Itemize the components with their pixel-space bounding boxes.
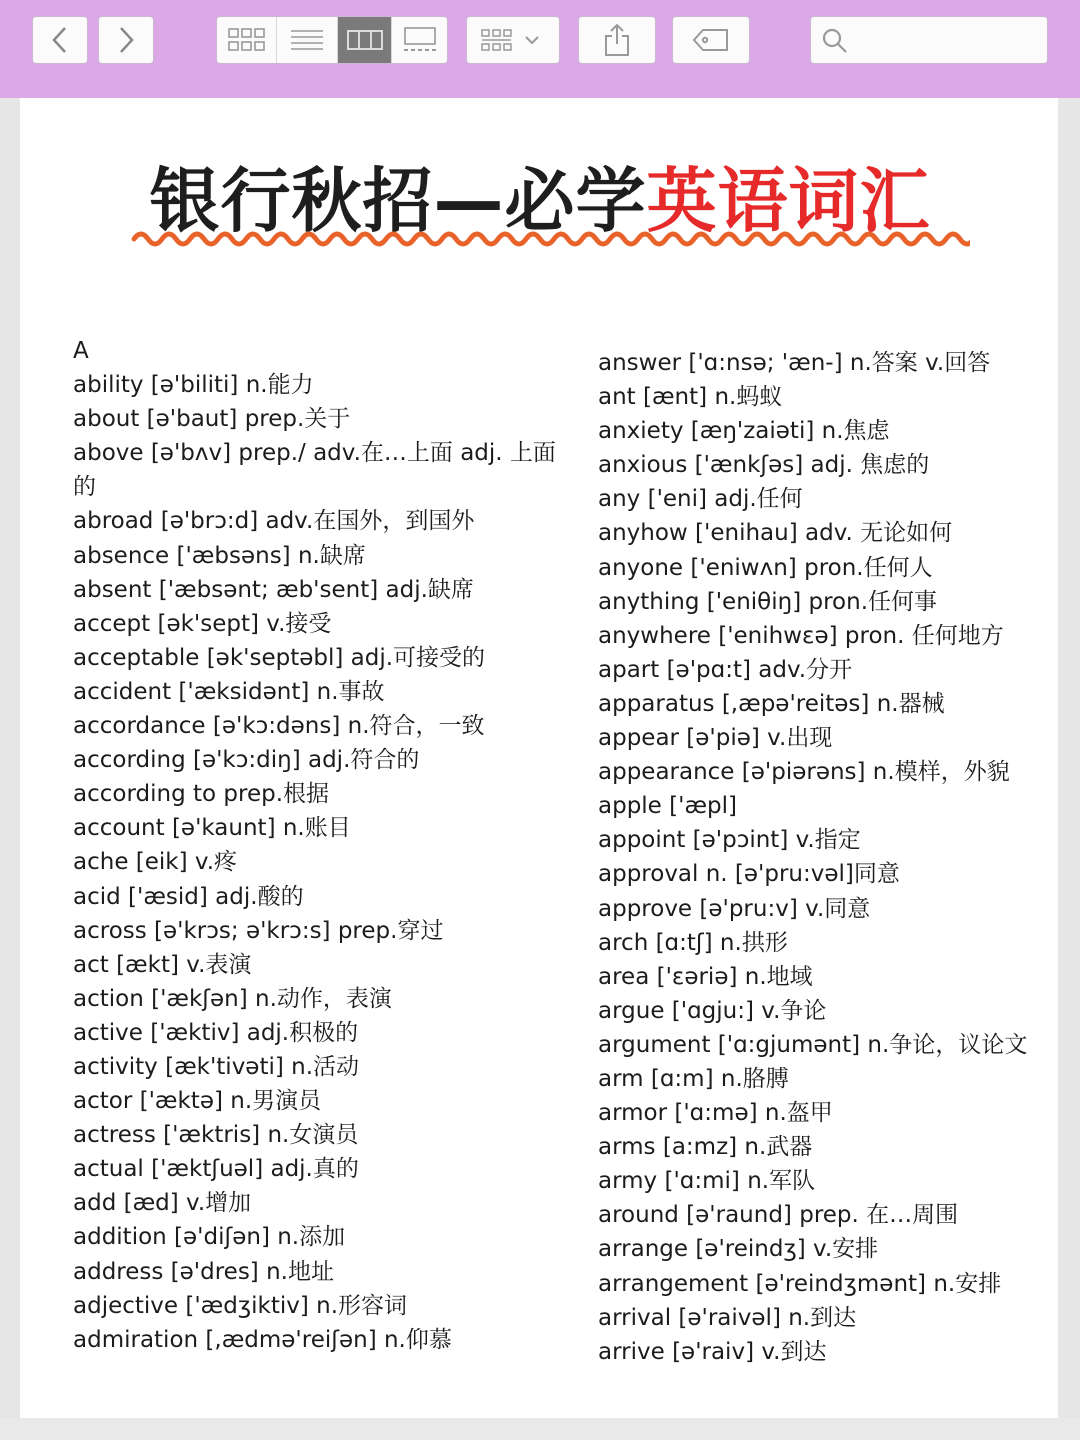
- word-entry: arms [a:mz] n.武器: [598, 1134, 813, 1161]
- word-entry: arrangement [ə'reindʒmənt] n.安排: [598, 1270, 1002, 1297]
- title-main: 银行秋招—必学: [149, 160, 647, 242]
- word-entry: anyhow ['enihau] adv. 无论如何: [598, 520, 953, 547]
- word-entry: anyone ['eniwʌn] pron.任何人: [598, 554, 933, 581]
- word-entry: addition [ə'diʃən] n.添加: [73, 1224, 346, 1251]
- word-entry: accident ['æksidənt] n.事故: [73, 678, 385, 705]
- back-button[interactable]: [32, 16, 88, 64]
- chevron-left-icon: [49, 25, 71, 55]
- word-entry: anxiety [æŋ'zaiəti] n.焦虑: [598, 418, 890, 445]
- gallery-view-button[interactable]: [392, 17, 447, 63]
- word-entry: arrange [ə'reindʒ] v.安排: [598, 1236, 879, 1263]
- word-entry: across [ə'krɔs; ə'krɔ:s] prep.穿过: [73, 917, 444, 944]
- word-entry: approval n. [ə'pru:vəl]同意: [598, 861, 900, 888]
- word-entry: argue ['ɑgju:] v.争论: [598, 997, 827, 1024]
- tag-icon: [691, 27, 731, 53]
- word-entry: account [ə'kaunt] n.账目: [73, 815, 351, 842]
- word-entry: above [ə'bʌv] prep./ adv.在…上面 adj. 上面的: [73, 440, 556, 501]
- word-entry: admiration [,ædmə'reiʃən] n.仰慕: [73, 1326, 452, 1353]
- word-entry: answer ['ɑ:nsə; 'æn-] n.答案 v.回答: [598, 350, 991, 376]
- word-entry: A: [73, 338, 89, 364]
- word-entry: absence ['æbsəns] n.缺席: [73, 542, 366, 569]
- word-entry: actual ['æktʃuəl] adj.真的: [73, 1156, 359, 1183]
- word-entry: anxious ['ænkʃəs] adj. 焦虑的: [598, 452, 930, 479]
- word-entry: ant [ænt] n.蚂蚁: [598, 384, 783, 411]
- word-entry: ache [eik] v.疼: [73, 849, 238, 876]
- word-entry: argument ['ɑ:gjumənt] n.争论，议论文: [598, 1031, 1028, 1058]
- group-by-icon: [478, 26, 548, 54]
- word-entry: accordance [ə'kɔ:dəns] n.符合，一致: [73, 713, 485, 740]
- word-entry: apart [ə'pɑ:t] adv.分开: [598, 656, 853, 683]
- word-entry: adjective ['ædʒiktiv] n.形容词: [73, 1292, 408, 1319]
- word-entry: action ['ækʃən] n.动作，表演: [73, 985, 392, 1012]
- right-word-column: [598, 346, 1058, 1369]
- document-page: [20, 98, 1058, 1418]
- search-field[interactable]: [810, 16, 1048, 64]
- forward-button[interactable]: [98, 16, 154, 64]
- title-underline-squiggle: [130, 226, 970, 252]
- word-entry: area ['εəriə] n.地域: [598, 963, 813, 990]
- word-entry: approve [ə'pru:v] v.同意: [598, 895, 871, 922]
- word-entry: armor ['ɑ:mə] n.盔甲: [598, 1100, 833, 1127]
- gallery-view-icon: [400, 26, 440, 54]
- word-entry: appear [ə'piə] v.出现: [598, 725, 833, 752]
- word-entry: anywhere ['enihwεə] pron. 任何地方: [598, 622, 1004, 649]
- search-input[interactable]: [859, 25, 1043, 57]
- view-mode-selector: [216, 16, 448, 64]
- word-entry: abroad [ə'brɔ:d] adv.在国外，到国外: [73, 508, 475, 535]
- chevron-right-icon: [115, 25, 137, 55]
- word-entry: actress ['æktris] n.女演员: [73, 1122, 359, 1149]
- grid-view-button[interactable]: [217, 17, 277, 63]
- word-entry: arch [ɑ:tʃ] n.拱形: [598, 929, 788, 956]
- word-entry: ability [ə'biliti] n.能力: [73, 372, 314, 399]
- bottom-margin: [0, 1418, 1080, 1440]
- column-view-icon: [346, 28, 384, 52]
- word-entry: address [ə'dres] n.地址: [73, 1258, 334, 1285]
- word-entry: absent ['æbsənt; æb'sent] adj.缺席: [73, 576, 474, 603]
- word-entry: apparatus [,æpə'reitəs] n.器械: [598, 690, 945, 717]
- word-entry: acid ['æsid] adj.酸的: [73, 883, 304, 910]
- word-entry: arm [ɑ:m] n.胳膊: [598, 1065, 789, 1092]
- word-entry: arrival [ə'raivəl] n.到达: [598, 1304, 857, 1331]
- left-word-column: [73, 334, 563, 1357]
- word-entry: any ['eni] adj.任何: [598, 486, 803, 513]
- group-by-button[interactable]: [466, 16, 560, 64]
- list-view-button[interactable]: [277, 17, 337, 63]
- word-entry: acceptable [ək'septəbl] adj.可接受的: [73, 644, 486, 671]
- grid-view-icon: [227, 26, 267, 54]
- word-entry: arrive [ə'raiv] v.到达: [598, 1338, 827, 1365]
- list-view-icon: [289, 27, 325, 53]
- word-entry: actor ['æktə] n.男演员: [73, 1088, 322, 1115]
- title-highlight: 英语词汇: [646, 160, 931, 242]
- tag-button[interactable]: [672, 16, 750, 64]
- word-entry: add [æd] v.增加: [73, 1190, 252, 1217]
- word-entry: anything ['eniθiŋ] pron.任何事: [598, 588, 938, 615]
- column-view-button[interactable]: [338, 17, 393, 63]
- word-entry: about [ə'baut] prep.关于: [73, 406, 351, 433]
- share-icon: [602, 22, 632, 58]
- search-icon: [821, 27, 849, 55]
- word-entry: according [ə'kɔ:diŋ] adj.符合的: [73, 747, 420, 774]
- toolbar: [0, 0, 1080, 98]
- word-entry: activity [æk'tivəti] n.活动: [73, 1053, 360, 1080]
- word-entry: appearance [ə'piərəns] n.模样，外貌: [598, 759, 1010, 786]
- word-entry: around [ə'raund] prep. 在…周围: [598, 1202, 959, 1229]
- word-entry: army ['ɑ:mi] n.军队: [598, 1168, 816, 1195]
- word-entry: accept [ək'sept] v.接受: [73, 610, 332, 637]
- word-entry: act [ækt] v.表演: [73, 951, 252, 978]
- share-button[interactable]: [578, 16, 656, 64]
- word-entry: apple ['æpl]: [598, 793, 737, 820]
- word-entry: appoint [ə'pɔint] v.指定: [598, 827, 861, 854]
- word-entry: according to prep.根据: [73, 781, 329, 808]
- word-entry: active ['æktiv] adj.积极的: [73, 1019, 359, 1046]
